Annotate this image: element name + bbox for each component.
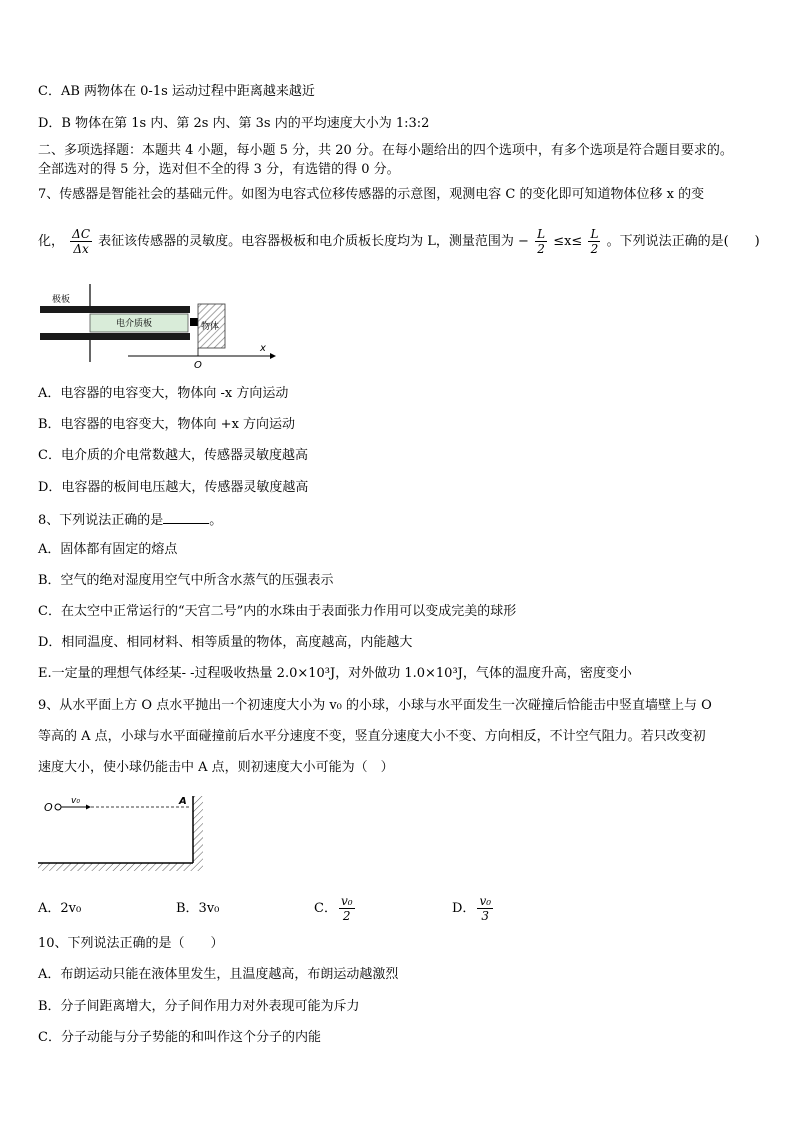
range-upper-fraction: $\frac{L}{2}$ <box>590 227 599 256</box>
q10-stem: 10、下列说法正确的是（ ） <box>38 936 224 951</box>
q6-option-d: D．B 物体在第 1s 内、第 2s 内、第 3s 内的平均速度大小为 1:3:2 <box>38 116 430 131</box>
q7-option-a: A．电容器的电容变大，物体向 -x 方向运动 <box>38 386 289 401</box>
dielectric-label: 电介质板 <box>116 319 153 329</box>
point-a-label: A <box>179 796 187 807</box>
q8-stem: 8、下列说法正确的是 。 <box>38 513 223 528</box>
q9-stem-line1: 9、从水平面上方 O 点水平抛出一个初速度大小为 v₀ 的小球，小球与水平面发生一次碰撞后恰能击中竖直墙壁上与 O <box>38 698 712 713</box>
q7-option-d: D．电容器的板间电压越大，传感器灵敏度越高 <box>38 480 309 495</box>
answer-blank <box>163 511 209 524</box>
q9-stem-line3: 速度大小，使小球仍能击中 A 点，则初速度大小可能为（ ） <box>38 760 394 775</box>
q7-option-b: B．电容器的电容变大，物体向 +x 方向运动 <box>38 417 296 432</box>
q8-option-a: A．固体都有固定的熔点 <box>38 542 178 557</box>
q9-option-c: C． $\frac{\text{v₀}}{2}$ <box>314 894 353 923</box>
q8-option-e: E.一定量的理想气体经某- -过程吸收热量 2.0×10³J，对外做功 1.0×10³J，气体的温度升高，密度变小 <box>38 666 632 681</box>
q7-option-c: C．电介质的介电常数越大，传感器灵敏度越高 <box>38 448 308 463</box>
wall-hatch <box>193 796 203 871</box>
q8-option-b: B．空气的绝对湿度用空气中所含水蒸气的压强表示 <box>38 573 334 588</box>
section-2-scoring: 全部选对的得 5 分，选对但不全的得 3 分，有选错的得 0 分。 <box>38 162 400 177</box>
object-label: 物体 <box>201 322 220 332</box>
plate-label: 极板 <box>52 295 71 305</box>
x-axis-arrow <box>270 353 276 359</box>
connector <box>190 318 198 326</box>
point-o-label: O <box>44 801 53 814</box>
q9-option-d: D． $\frac{\text{v₀}}{3}$ <box>452 894 492 923</box>
q9-stem-line2: 等高的 A 点，小球与水平面碰撞前后水平分速度不变，竖直分速度大小不变、方向相反，不计空气阻力。若只改变初 <box>38 729 706 744</box>
x-axis-label: x <box>260 343 266 354</box>
bottom-plate <box>40 333 190 340</box>
q10-option-a: A．布朗运动只能在液体里发生，且温度越高，布朗运动越激烈 <box>38 967 399 982</box>
origin-label: O <box>194 360 202 371</box>
q9-option-b: B．3v₀ <box>176 901 220 916</box>
ball <box>55 804 61 810</box>
top-plate <box>40 306 190 313</box>
q9-option-a: A．2v₀ <box>38 901 82 916</box>
range-lower-fraction: $\frac{L}{2}$ <box>537 227 546 256</box>
section-2-heading: 二、多项选择题：本题共 4 小题，每小题 5 分，共 20 分。在每小题给出的四个选项中，有多个选项是符合题目要求的。 <box>38 143 733 158</box>
sensitivity-fraction: $\frac{\Delta C}{\Delta x}$ <box>72 227 91 256</box>
projectile-wall-figure <box>38 790 218 882</box>
q8-option-d: D．相同温度、相同材料、相等质量的物体，高度越高，内能越大 <box>38 635 413 650</box>
q10-option-c: C．分子动能与分子势能的和叫作这个分子的内能 <box>38 1030 321 1045</box>
q8-option-c: C．在太空中正常运行的“天宫二号”内的水珠由于表面张力作用可以变成完美的球形 <box>38 604 517 619</box>
q7-stem-line2: 化， $\frac{\Delta C}{\Delta x}$ 表征该传感器的灵敏度。电容器极板和电介质板长度均为 L，测量范围为 − $\frac{L}{2}$ ≤x≤ $\frac{L}{2}$ 。下列说法正确的是( ) <box>38 227 760 256</box>
v0-label: v₀ <box>71 796 80 806</box>
q10-option-b: B．分子间距离增大，分子间作用力对外表现可能为斥力 <box>38 999 360 1014</box>
capacitor-sensor-figure <box>38 276 288 372</box>
ground-hatch <box>38 863 193 871</box>
q6-option-c: C．AB 两物体在 0-1s 运动过程中距离越来越近 <box>38 84 315 99</box>
q7-stem-line1: 7、传感器是智能社会的基础元件。如图为电容式位移传感器的示意图，观测电容 C 的变化即可知道物体位移 x 的变 <box>38 187 705 202</box>
